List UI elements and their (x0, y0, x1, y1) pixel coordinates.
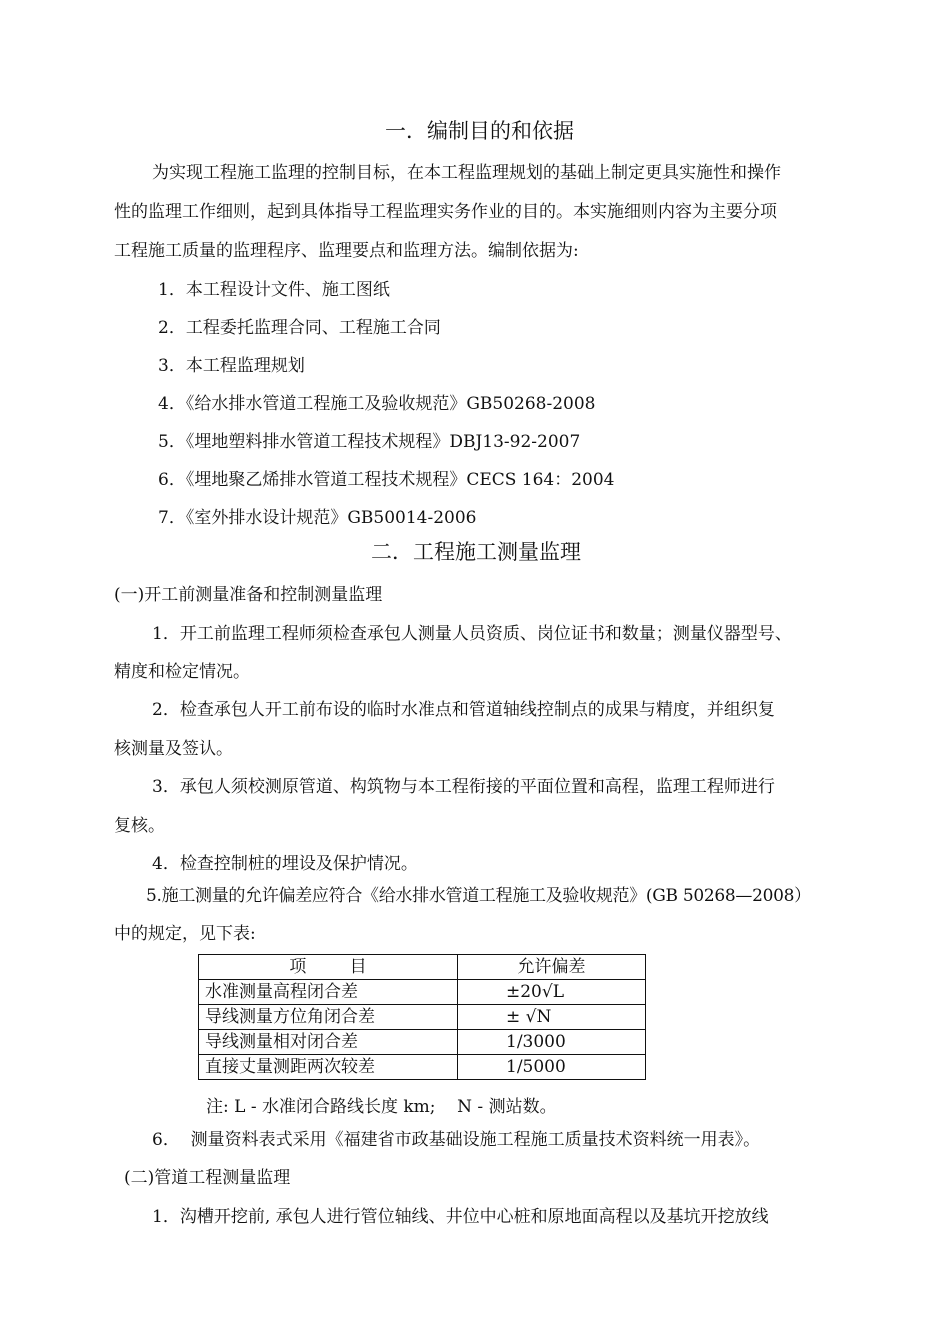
table-cell-tolerance: 1/3000 (458, 1030, 646, 1055)
item-5-line-1: 5.施工测量的允许偏差应符合《给水排水管道工程施工及验收规范》(GB 50268—2008） (146, 886, 811, 906)
item-1-line-2: 精度和检定情况。 (114, 662, 250, 682)
item-5-line-2: 中的规定，见下表: (114, 924, 256, 944)
table-cell-item: 导线测量方位角闭合差 (199, 1005, 458, 1030)
table-row (199, 980, 646, 1005)
basis-item-5: 5．《埋地塑料排水管道工程技术规程》DBJ13-92-2007 (158, 432, 581, 452)
table-cell-item: 导线测量相对闭合差 (199, 1030, 458, 1055)
tolerance-table (198, 954, 646, 1080)
basis-item-3: 3．本工程监理规划 (158, 356, 305, 376)
item-2-line-2: 核测量及签认。 (114, 739, 233, 759)
section1-title: 一．编制目的和依据 (385, 119, 574, 143)
item-3-line-2: 复核。 (114, 816, 165, 836)
table-note: 注: L - 水准闭合路线长度 km; N - 测站数。 (206, 1097, 557, 1117)
table-cell-tolerance: 1/5000 (458, 1055, 646, 1080)
subsection2-title: (二)管道工程测量监理 (124, 1168, 291, 1188)
table-cell-tolerance: ±20√L (458, 980, 646, 1005)
basis-item-6: 6．《埋地聚乙烯排水管道工程技术规程》CECS 164：2004 (158, 470, 615, 490)
table-row (199, 1055, 646, 1080)
table-header-item: 项 目 (199, 955, 458, 980)
basis-item-1: 1．本工程设计文件、施工图纸 (158, 280, 390, 300)
item-1-line-1: 1．开工前监理工程师须检查承包人测量人员资质、岗位证书和数量；测量仪器型号、 (152, 624, 792, 644)
basis-item-2: 2．工程委托监理合同、工程施工合同 (158, 318, 441, 338)
table-row (199, 1005, 646, 1030)
table-header-row (199, 955, 646, 980)
intro-line-3: 工程施工质量的监理程序、监理要点和监理方法。编制依据为: (114, 241, 579, 261)
section2-title: 二．工程施工测量监理 (371, 540, 581, 564)
table-row (199, 1030, 646, 1055)
item-6: 6． 测量资料表式采用《福建省市政基础设施工程施工质量技术资料统一用表》。 (152, 1130, 761, 1150)
pipeline-item-1: 1．沟槽开挖前, 承包人进行管位轴线、井位中心桩和原地面高程以及基坑开挖放线 (152, 1207, 769, 1227)
subsection1-title: (一)开工前测量准备和控制测量监理 (114, 585, 383, 605)
table-header-tolerance: 允许偏差 (458, 955, 646, 980)
table-cell-item: 直接丈量测距两次较差 (199, 1055, 458, 1080)
item-4-line-1: 4．检查控制桩的埋设及保护情况。 (152, 854, 418, 874)
basis-item-7: 7．《室外排水设计规范》GB50014-2006 (158, 508, 477, 528)
item-3-line-1: 3．承包人须校测原管道、构筑物与本工程衔接的平面位置和高程，监理工程师进行 (152, 777, 775, 797)
intro-line-1: 为实现工程施工监理的控制目标，在本工程监理规划的基础上制定更具实施性和操作 (152, 163, 781, 183)
table-cell-tolerance: ± √N (458, 1005, 646, 1030)
intro-line-2: 性的监理工作细则，起到具体指导工程监理实务作业的目的。本实施细则内容为主要分项 (114, 202, 777, 222)
item-2-line-1: 2．检查承包人开工前布设的临时水准点和管道轴线控制点的成果与精度，并组织复 (152, 700, 775, 720)
table-cell-item: 水准测量高程闭合差 (199, 980, 458, 1005)
basis-item-4: 4．《给水排水管道工程施工及验收规范》GB50268-2008 (158, 394, 596, 414)
